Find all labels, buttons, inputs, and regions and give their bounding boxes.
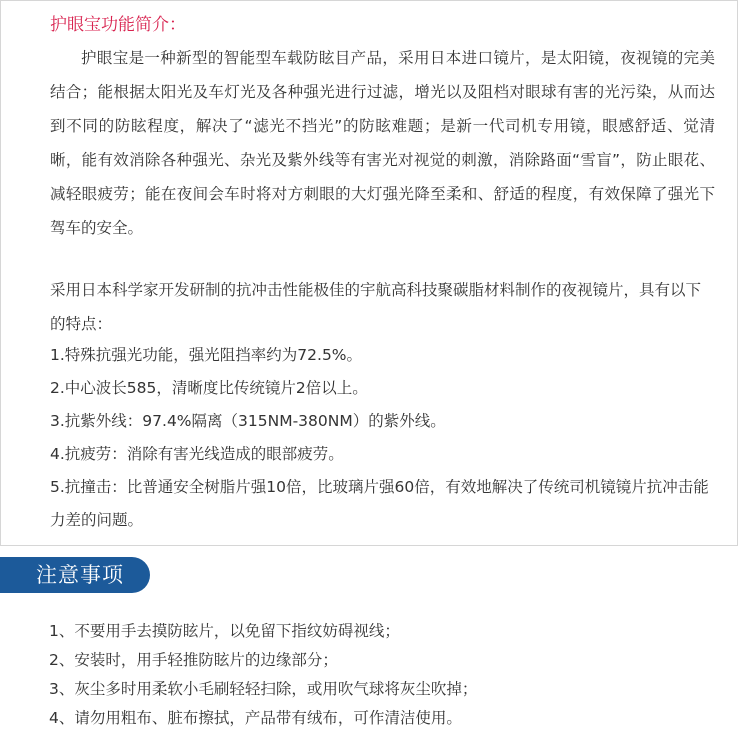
- intro-title: 护眼宝功能简介：: [50, 15, 186, 35]
- notice-item: 1、不要用手去摸防眩片，以免留下指纹妨碍视线；: [49, 622, 400, 640]
- notice-banner: [0, 557, 150, 593]
- feature-item: 1.特殊抗强光功能，强光阻挡率约为72.5%。: [50, 346, 363, 364]
- notice-item: 4、请勿用粗布、脏布擦拭，产品带有绒布，可作清洁使用。: [49, 709, 462, 727]
- notice-item: 3、灰尘多时用柔软小毛刷轻轻扫除，或用吹气球将灰尘吹掉；: [49, 680, 478, 698]
- notice-title: 注意事项: [36, 563, 124, 587]
- notice-item: 2、安装时，用手轻推防眩片的边缘部分；: [49, 651, 338, 669]
- feature-item: 4.抗疲劳：消除有害光线造成的眼部疲劳。: [50, 445, 344, 463]
- features-intro: 采用日本科学家开发研制的抗冲击性能极佳的宇航高科技聚碳脂材料制作的夜视镜片，具有以下的特点：: [50, 281, 702, 333]
- feature-item: 2.中心波长585，清晰度比传统镜片2倍以上。: [50, 379, 368, 397]
- notice-list: [49, 617, 714, 733]
- feature-item: 5.抗撞击：比普通安全树脂片强10倍，比玻璃片强60倍，有效地解决了传统司机镜镜片抗冲击能力差的问题。: [50, 478, 709, 529]
- intro-paragraph: 护眼宝是一种新型的智能型车载防眩目产品，采用日本进口镜片，是太阳镜，夜视镜的完美结合；能根据太阳光及车灯光及各种强光进行过滤，增光以及阻档对眼球有害的光污染，从而达到不同的防眩程度，解决了“滤光不挡光”的防眩难题；是新一代司机专用镜，眼感舒适、觉清晰，能有效消除各种强光、杂光及紫外线等有害光对视觉的刺激，消除路面“雪盲”，防止眼花、减轻眼疲劳；能在夜间会车时将对方刺眼的大灯强光降至柔和、舒适的程度，有效保障了强光下驾车的安全。: [50, 49, 715, 237]
- feature-list: [50, 339, 715, 537]
- feature-item: 3.抗紫外线：97.4%隔离（315NM-380NM）的紫外线。: [50, 412, 446, 430]
